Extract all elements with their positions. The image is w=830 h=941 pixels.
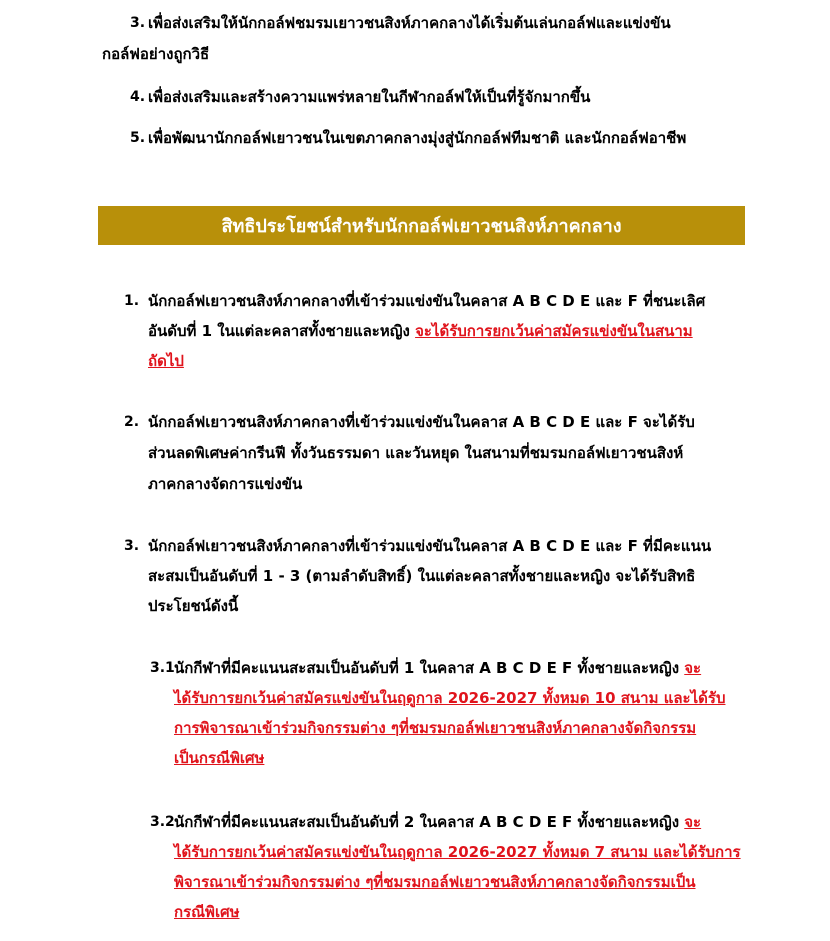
benefit-1-line-2-text: อันดับที่ 1 ในแต่ละคลาสทั้งชายและหญิง: [148, 322, 416, 340]
benefit-3-line-2: สะสมเป็นอันดับที่ 1 - 3 (ตามลำดับสิทธิ์) ในแต่ละคลาสทั้งชายและหญิง จะได้รับสิทธิ: [148, 567, 696, 585]
benefit-3-number: 3.: [124, 538, 140, 554]
sub-benefit-3-2-line-2: ได้รับการยกเว้นค่าสมัครแข่งขันในฤดูกาล 2026-2027 ทั้งหมด 7 สนาม และได้รับการ: [174, 843, 741, 861]
sub-benefit-3-1-highlight-start: จะ: [684, 659, 702, 677]
benefit-1-line-1: นักกอล์ฟเยาวชนสิงห์ภาคกลางที่เข้าร่วมแข่งขันในคลาส A B C D E และ F ที่ชนะเลิศ: [148, 292, 706, 310]
sub-benefit-3-2-number: 3.2: [150, 814, 175, 830]
sub-benefit-3-2-highlight-start: จะ: [684, 813, 702, 831]
benefits-section-banner: [98, 206, 745, 245]
benefit-1-line-2: [148, 321, 693, 341]
benefit-1-number: 1.: [124, 293, 140, 309]
sub-benefit-3-2-line-1: [174, 812, 701, 832]
sub-benefit-3-2-line-1-text: นักกีฬาที่มีคะแนนสะสมเป็นอันดับที่ 2 ในคลาส A B C D E F ทั้งชายและหญิง: [174, 813, 685, 831]
sub-benefit-3-2-line-4: กรณีพิเศษ: [174, 903, 240, 921]
objective-5-number: 5.: [130, 130, 146, 146]
sub-benefit-3-1-line-1: [174, 658, 701, 678]
benefit-3-line-3: ประโยชน์ดังนี้: [148, 597, 239, 615]
benefit-3-line-1: นักกอล์ฟเยาวชนสิงห์ภาคกลางที่เข้าร่วมแข่งขันในคลาส A B C D E และ F ที่มีคะแนน: [148, 537, 712, 555]
benefit-2-line-3: ภาคกลางจัดการแข่งขัน: [148, 475, 303, 493]
banner-title: สิทธิประโยชน์สำหรับนักกอล์ฟเยาวชนสิงห์ภาคกลาง: [221, 216, 622, 237]
sub-benefit-3-1-line-1-text: นักกีฬาที่มีคะแนนสะสมเป็นอันดับที่ 1 ในคลาส A B C D E F ทั้งชายและหญิง: [174, 659, 685, 677]
sub-benefit-3-1-line-2: ได้รับการยกเว้นค่าสมัครแข่งขันในฤดูกาล 2026-2027 ทั้งหมด 10 สนาม และได้รับ: [174, 689, 726, 707]
sub-benefit-3-1-line-3: การพิจารณาเข้าร่วมกิจกรรมต่าง ๆที่ชมรมกอล์ฟเยาวชนสิงห์ภาคกลางจัดกิจกรรม: [174, 719, 697, 737]
sub-benefit-3-1-line-4: เป็นกรณีพิเศษ: [174, 749, 265, 767]
benefit-2-number: 2.: [124, 414, 140, 430]
objective-3-line-1: เพื่อส่งเสริมให้นักกอล์ฟชมรมเยาวชนสิงห์ภาคกลางได้เริ่มต้นเล่นกอล์ฟและแข่งขัน: [148, 14, 671, 32]
objective-3-line-2: กอล์ฟอย่างถูกวิธี: [102, 45, 210, 63]
objective-5-line-1: เพื่อพัฒนานักกอล์ฟเยาวชนในเขตภาคกลางมุ่งสู่นักกอล์ฟทีมชาติ และนักกอล์ฟอาชีพ: [148, 129, 687, 147]
objective-4-number: 4.: [130, 89, 146, 105]
objective-3-number: 3.: [130, 15, 146, 31]
benefit-2-line-2: ส่วนลดพิเศษค่ากรีนฟี ทั้งวันธรรมดา และวันหยุด ในสนามที่ชมรมกอล์ฟเยาวชนสิงห์: [148, 444, 684, 462]
benefit-1-highlight: จะได้รับการยกเว้นค่าสมัครแข่งขันในสนาม: [415, 322, 693, 340]
benefit-2-line-1: นักกอล์ฟเยาวชนสิงห์ภาคกลางที่เข้าร่วมแข่งขันในคลาส A B C D E และ F จะได้รับ: [148, 413, 695, 431]
sub-benefit-3-1-number: 3.1: [150, 660, 175, 676]
sub-benefit-3-2-line-3: พิจารณาเข้าร่วมกิจกรรมต่าง ๆที่ชมรมกอล์ฟเยาวชนสิงห์ภาคกลางจัดกิจกรรมเป็น: [174, 873, 696, 891]
benefit-1-line-3: ถัดไป: [148, 352, 184, 370]
objective-4-line-1: เพื่อส่งเสริมและสร้างความแพร่หลายในกีฬากอล์ฟให้เป็นที่รู้จักมากขึ้น: [148, 88, 591, 106]
